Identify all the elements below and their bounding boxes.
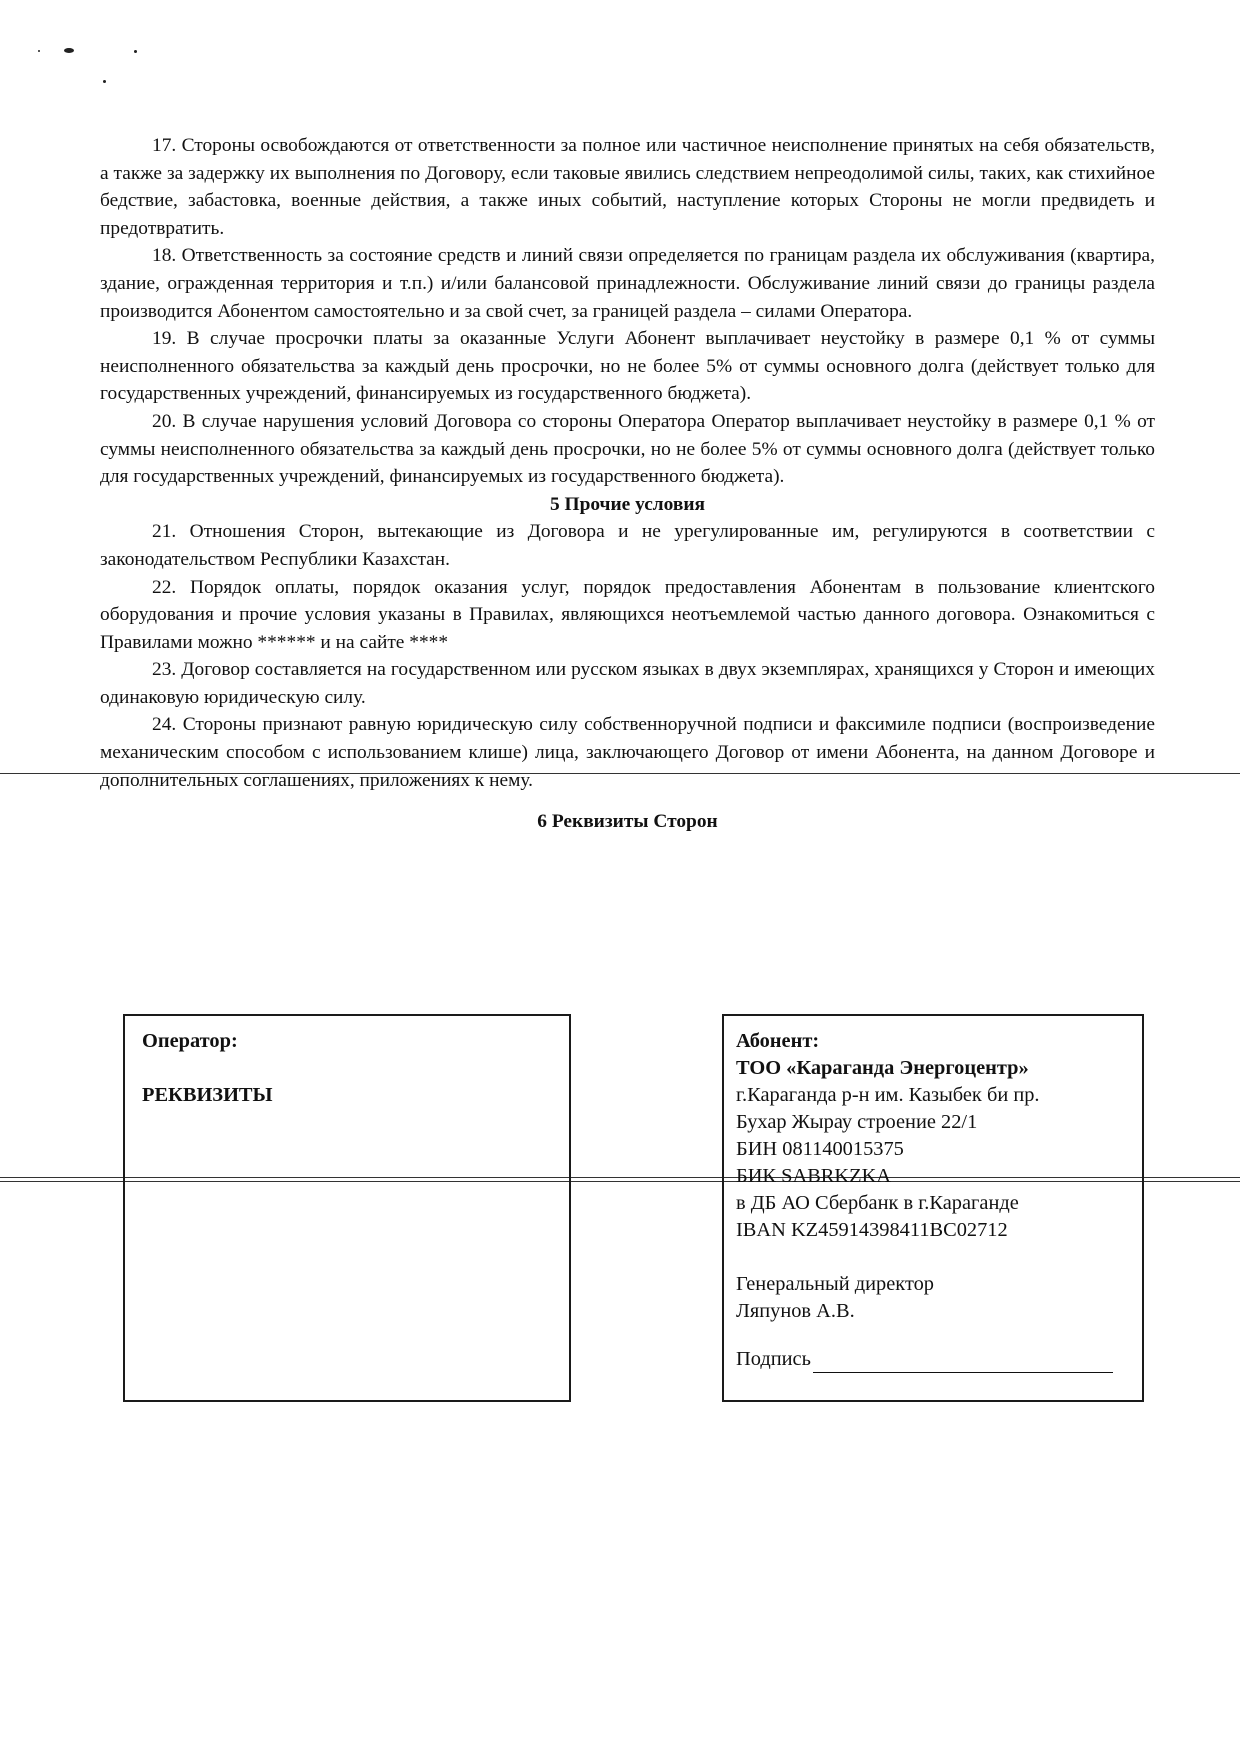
spacer [736, 1244, 1142, 1271]
scan-speck [38, 50, 40, 52]
clause-19: 19. В случае просрочки платы за оказанные Услуги Абонент выплачивает неустойку в размере 0,1 % от суммы неисполненного обязательства за каждый день просрочки, но не более 5% от суммы основного долга (действует только для государственных учреждений, финансируемых из государственного бюджета). [100, 328, 1155, 405]
scan-speck [64, 48, 74, 53]
signature-row [736, 1346, 1142, 1373]
operator-requisites-label: РЕКВИЗИТЫ [142, 1084, 273, 1106]
subscriber-bank: в ДБ АО Сбербанк в г.Караганде [736, 1192, 1019, 1214]
subscriber-iban: IBAN KZ45914398411BC02712 [736, 1219, 1008, 1241]
subscriber-address-line1: г.Караганда р-н им. Казыбек би пр. [736, 1084, 1040, 1106]
signature-line [813, 1350, 1113, 1373]
scan-speck [103, 80, 106, 83]
clause-17: 17. Стороны освобождаются от ответственности за полное или частичное неисполнение принятых на себя обязательств, а также за задержку их выполнения по Договору, если таковые явились следствием непреодолимой силы, таких, как стихийное бедствие, забастовка, военные действия, а также иных событий, наступление которых Стороны не могли предвидеть и предотвратить. [100, 135, 1155, 239]
operator-requisites-box [123, 1014, 571, 1402]
scan-speck [134, 50, 137, 53]
clause-23: 23. Договор составляется на государственном или русском языках в двух экземплярах, хранящихся у Сторон и имеющих одинаковую юридическую силу. [100, 659, 1155, 708]
subscriber-requisites-box [722, 1014, 1144, 1402]
subscriber-address-line2: Бухар Жырау строение 22/1 [736, 1111, 978, 1133]
spacer [142, 1055, 569, 1082]
clause-24: 24. Стороны признают равную юридическую силу собственноручной подписи и факсимиле подписи (воспроизведение механическим способом с использованием клише) лица, заключающего Договор от имени Абонента, на данном Договоре и дополнительных соглашениях, приложениях к нему. [100, 714, 1155, 791]
subscriber-signatory: Ляпунов А.В. [736, 1300, 855, 1322]
contract-body [100, 132, 1155, 836]
spacer [736, 1325, 1142, 1346]
signature-label: Подпись [736, 1348, 811, 1370]
subscriber-bik: БИК SABRKZKA [736, 1165, 892, 1187]
section-6-heading: 6 Реквизиты Сторон [537, 811, 718, 833]
section-5-heading: 5 Прочие условия [549, 493, 706, 515]
subscriber-heading: Абонент: [736, 1030, 820, 1052]
clause-20: 20. В случае нарушения условий Договора со стороны Оператора Оператор выплачивает неустойку в размере 0,1 % от суммы неисполненного обязательства за каждый день просрочки, но не более 5% от суммы основного долга (действует только для государственных учреждений, финансируемых из государственного бюджета). [100, 410, 1155, 488]
subscriber-company: ТОО «Караганда Энергоцентр» [736, 1057, 1029, 1079]
clause-21: 21. Отношения Сторон, вытекающие из Договора и не урегулированные им, регулируются в соответствии с законодательством Республики Казахстан. [100, 521, 1155, 570]
clause-22: 22. Порядок оплаты, порядок оказания услуг, порядок предоставления Абонентам в пользование клиентского оборудования и прочие условия указаны в Правилах, являющихся неотъемлемой частью данного договора. Ознакомиться с Правилами можно ****** и на сайте **** [100, 576, 1155, 653]
operator-heading: Оператор: [142, 1030, 238, 1052]
clause-18: 18. Ответственность за состояние средств и линий связи определяется по границам раздела их обслуживания (квартира, здание, огражденная территория и т.п.) и/или балансовой принадлежности. Обслуживание линий связи до границы раздела производится Абонентом самостоятельно и за свой счет, за границей раздела – силами Оператора. [100, 245, 1155, 322]
subscriber-bin: БИН 081140015375 [736, 1138, 904, 1160]
subscriber-position: Генеральный директор [736, 1273, 934, 1295]
